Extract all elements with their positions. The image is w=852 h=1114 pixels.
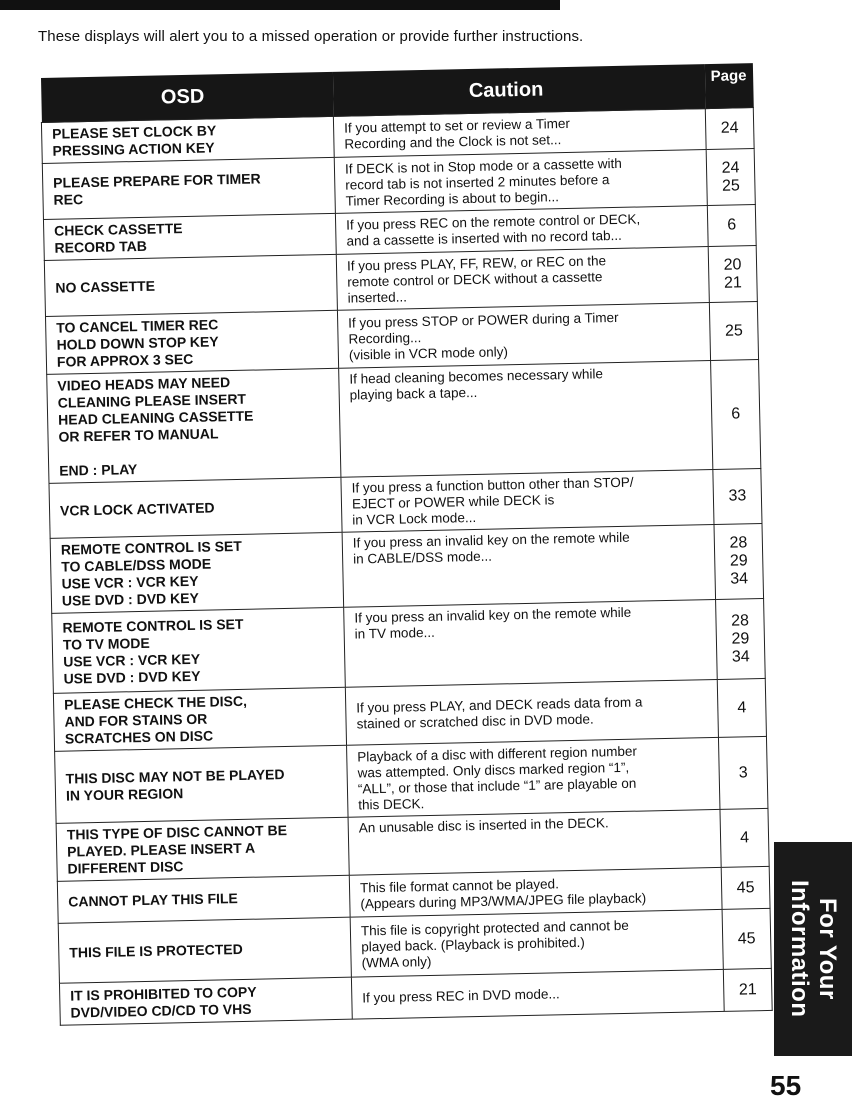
caution-text: If you press REC on the remote control or DECK, and a cassette is inserted with no record tab... [335,206,708,255]
page-ref: 25 [709,302,758,361]
table-row [47,360,761,484]
page-ref: 45 [722,908,771,969]
osd-message: THIS TYPE OF DISC CANNOT BE PLAYED. PLEASE INSERT A DIFFERENT DISC [56,817,349,881]
page-ref: 6 [707,205,756,247]
table-row [52,598,766,693]
caution-text: If you press an invalid key on the remote while in TV mode... [344,599,718,687]
osd-message: REMOTE CONTROL IS SET TO TV MODE USE VCR : VCR KEY USE DVD : DVD KEY [52,607,346,693]
header-osd: OSD [40,72,333,123]
osd-message: REMOTE CONTROL IS SET TO CABLE/DSS MODE USE VCR : VCR KEY USE DVD : DVD KEY [50,532,344,613]
osd-message: VIDEO HEADS MAY NEED CLEANING PLEASE INSERT HEAD CLEANING CASSETTE OR REFER TO MANUAL END : PLAY [47,368,341,483]
osd-message: THIS DISC MAY NOT BE PLAYED IN YOUR REGION [55,745,348,823]
caution-text: If you press STOP or POWER during a Timer Recording... (visible in VCR mode only) [337,303,710,369]
caution-text: If you press an invalid key on the remote while in CABLE/DSS mode... [342,524,715,607]
page-ref: 20 21 [708,246,757,303]
caution-text: If you press REC in DVD mode... [351,969,724,1019]
osd-message: IT IS PROHIBITED TO COPY DVD/VIDEO CD/CD TO VHS [59,977,352,1025]
osd-message: VCR LOCK ACTIVATED [49,477,342,538]
caution-text: This file is copyright protected and cannot be played back. (Playback is prohibited.) (WMA only) [350,909,723,977]
osd-message: PLEASE CHECK THE DISC, AND FOR STAINS OR SCRATCHES ON DISC [53,687,346,751]
page-ref: 28 29 34 [716,598,766,679]
osd-message: THIS FILE IS PROTECTED [58,917,351,983]
page-ref: 33 [713,468,762,524]
page-ref: 3 [718,736,767,809]
page-ref: 24 25 [706,149,755,206]
osd-message: CANNOT PLAY THIS FILE [57,875,350,923]
intro-text: These displays will alert you to a missed operation or provide further instructions. [38,28,584,45]
caution-text: An unusable disc is inserted in the DECK. [348,809,721,875]
osd-message: CHECK CASSETTE RECORD TAB [43,213,336,260]
caution-text: If DECK is not in Stop mode or a cassette with record tab is not inserted 2 minutes before a Timer Recording is about to begin... [334,150,707,214]
side-tab-label: For Your Information [786,880,841,1018]
top-header-bar [0,0,560,10]
page-ref: 28 29 34 [714,523,764,599]
page-ref: 21 [723,968,772,1011]
osd-caution-table [40,63,772,1026]
page-ref: 6 [711,360,761,470]
caution-text: If you attempt to set or review a Timer Recording and the Clock is not set... [333,109,706,158]
osd-message: NO CASSETTE [44,254,337,316]
header-caution: Caution [332,64,705,116]
page-ref: 45 [721,866,770,909]
caution-text: Playback of a disc with different region number was attempted. Only discs marked region “1”, “ALL”, or those that include “1” are playable on this DECK. [347,737,720,817]
header-page: Page [704,63,753,108]
page-ref: 4 [720,808,769,867]
page-number: 55 [770,1070,802,1101]
osd-message: PLEASE SET CLOCK BY PRESSING ACTION KEY [41,116,334,163]
caution-text: If you press PLAY, and DECK reads data from a stained or scratched disc in DVD mode. [345,679,718,745]
caution-text: If you press PLAY, FF, REW, or REC on the remote control or DECK without a cassette inserted... [336,247,709,311]
page-ref: 4 [717,678,766,737]
osd-message: PLEASE PREPARE FOR TIMER REC [42,157,335,219]
for-your-information-tab [774,842,852,1056]
caution-text: If head cleaning becomes necessary while playing back a tape... [339,361,713,478]
caution-text: This file format cannot be played. (Appears during MP3/WMA/JPEG file playback) [349,867,722,917]
caution-text: If you press a function button other than STOP/ EJECT or POWER while DECK is in VCR Lock mode... [341,469,714,532]
osd-message: TO CANCEL TIMER REC HOLD DOWN STOP KEY FOR APPROX 3 SEC [45,310,338,374]
page-ref: 24 [705,108,754,150]
